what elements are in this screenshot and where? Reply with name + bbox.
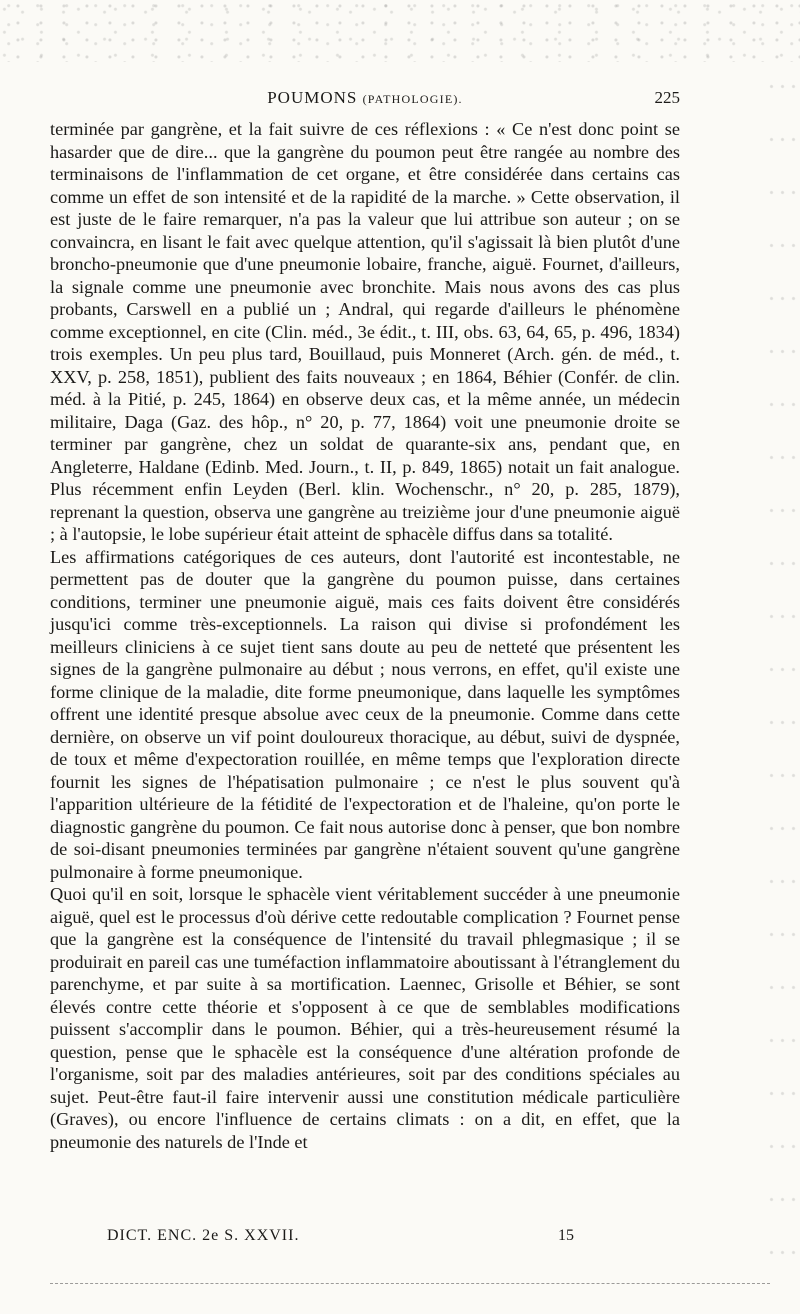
page-number: 225 — [654, 88, 680, 107]
scan-noise-right-margin — [766, 60, 800, 1280]
running-head — [50, 88, 680, 108]
running-head-subtitle: (PATHOLOGIE). — [362, 92, 463, 106]
scan-noise-top — [0, 0, 800, 62]
signature-mark: DICT. ENC. 2e S. XXVII. — [107, 1227, 300, 1244]
paragraph-2: Les affirmations catégoriques de ces auteurs, dont l'autorité est incontestable, ne permettent pas de douter que la gangrène du poumon puisse, dans certaines conditions, terminer une pneumonie aiguë, mais ces faits doivent être considérés jusqu'ici comme très-exceptionnels. La raison qui divise si profondément les meilleurs cliniciens à ce sujet tient sans doute au peu de netteté que présentent les signes de la gangrène pulmonaire au début ; nous verrons, en effet, qu'il existe une forme clinique de la maladie, dite forme pneumonique, dans laquelle les symptômes offrent une identité presque absolue avec ceux de la pneumonie. Comme dans cette dernière, on observe un vif point douloureux thoracique, au début, suivi de dyspnée, de toux et même d'expectoration rouillée, en même temps que l'exploration directe fournit les signes de l'hépatisation pulmonaire ; ce n'est le plus souvent qu'à l'apparition ultérieure de la fétidité de l'expectoration et de l'haleine, qu'on porte le diagnostic gangrène du poumon. Ce fait nous autorise donc à penser, que bon nombre de soi-disant pneumonies terminées par gangrène n'étaient souvent qu'une gangrène pulmonaire à forme pneumonique. — [50, 546, 680, 882]
paragraph-3: Quoi qu'il en soit, lorsque le sphacèle vient véritablement succéder à une pneumonie aiguë, quel est le processus d'où dérive cette redoutable complication ? Fournet pense que la gangrène est la conséquence de l'intensité du travail phlegmasique ; il se produirait en pareil cas une tuméfaction inflammatoire aboutissant à l'étranglement du parenchyme, et par suite à sa mortification. Laennec, Grisolle et Béhier, se sont élevés contre cette théorie et s'opposent à ce que de semblables modifications puissent s'accomplir dans le poumon. Béhier, qui a très-heureusement résumé la question, pense que le sphacèle est la conséquence d'une altération profonde de l'organisme, soit par des maladies antérieures, soit par des conditions spéciales au sujet. Peut-être faut-il faire intervenir aussi une constitution médicale particulière (Graves), ou encore l'influence de certains climats : on a dit, en effet, que la pneumonie des naturels de l'Inde et — [50, 884, 680, 1152]
sheet-number: 15 — [558, 1227, 574, 1244]
body-text — [50, 118, 680, 1153]
paragraph-1: terminée par gangrène, et la fait suivre de ces réflexions : « Ce n'est donc point se hasarder que de dire... que la gangrène du poumon peut être rangée au nombre des terminaisons de l'inflammation de cet organe, et être considérée dans certains cas comme un effet de son intensité et de la rapidité de la marche. » Cette observation, il est juste de le faire remarquer, n'a pas la valeur que lui attribue son auteur ; on se convaincra, en lisant le fait avec quelque attention, qu'il s'agissait là bien plutôt d'une broncho-pneumonie que d'une pneumonie lobaire, franche, aiguë. Fournet, d'ailleurs, la signale comme une pneumonie avec bronchite. Mais nous avons des cas plus probants, Carswell en a publié un ; Andral, qui regarde d'ailleurs le phénomène comme exceptionnel, en cite (Clin. méd., 3e édit., t. III, obs. 63, 64, 65, p. 496, 1834) trois exemples. Un peu plus tard, Bouillaud, puis Monneret (Arch. gén. de méd., t. XXV, p. 258, 1851), publient des faits nouveaux ; en 1864, Béhier (Confér. de clin. méd. à la Pitié, p. 245, 1864) en observe deux cas, et la même année, un médecin militaire, Daga (Gaz. des hôp., n° 20, p. 77, 1864) voit une pneumonie droite se terminer par gangrène, chez un soldat de quarante-six ans, pendant que, en Angleterre, Haldane (Edinb. Med. Journ., t. II, p. 849, 1865) notait un fait analogue. Plus récemment enfin Leyden (Berl. klin. Wochenschr., n° 20, p. 285, 1879), reprenant la question, observa une gangrène au treizième jour d'une pneumonie aiguë ; à l'autopsie, le lobe supérieur était atteint de sphacèle diffus dans sa totalité. — [50, 119, 680, 544]
running-head-title: POUMONS — [267, 88, 363, 107]
bottom-dashed-rule — [50, 1283, 770, 1284]
page-header — [50, 88, 680, 112]
page-footer — [50, 1227, 680, 1251]
